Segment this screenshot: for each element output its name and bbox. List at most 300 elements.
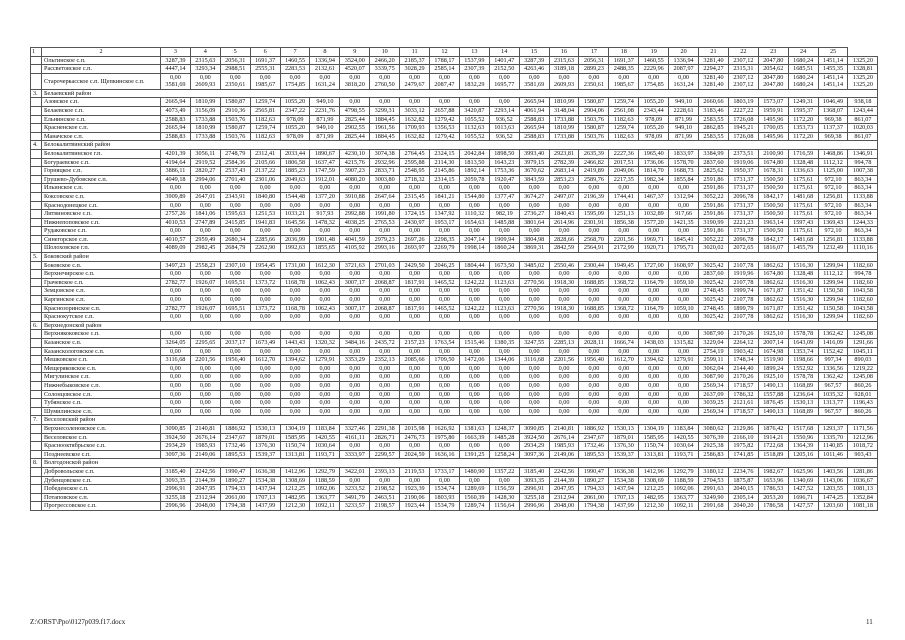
value-cell: 1468,86 <box>818 149 848 158</box>
value-cell: 2054,62 <box>758 65 788 74</box>
section-number: 7. <box>31 416 42 425</box>
value-cell: 1500,50 <box>758 210 788 219</box>
value-cell: 3025,42 <box>699 278 729 287</box>
value-cell: 0,00 <box>489 201 519 210</box>
value-cell: 0,00 <box>220 184 250 193</box>
value-cell: 2754,19 <box>699 347 729 356</box>
value-cell: 1788,17 <box>430 56 460 65</box>
value-cell: 1391,25 <box>459 450 489 459</box>
value-cell: 2748,45 <box>699 304 729 313</box>
settlement-name: Белаевское с.п. <box>42 106 161 115</box>
value-cell: 0,00 <box>549 364 579 373</box>
value-cell: 0,00 <box>310 347 340 356</box>
value-cell: 0,00 <box>340 364 370 373</box>
value-cell: 0,00 <box>459 390 489 399</box>
value-cell: 0,00 <box>609 347 639 356</box>
value-cell: 1427,52 <box>788 485 818 494</box>
value-cell: 3420,87 <box>459 106 489 115</box>
value-cell: 0,00 <box>370 287 400 296</box>
value-cell: 0,00 <box>639 270 669 279</box>
value-cell: 2704,53 <box>699 476 729 485</box>
value-cell: 2497,07 <box>549 192 579 201</box>
row-index-cell <box>31 132 42 141</box>
value-cell: 1794,38 <box>579 502 609 511</box>
value-cell: 3185,40 <box>161 467 191 476</box>
value-cell: 3804,98 <box>519 235 549 244</box>
value-cell: 0,00 <box>549 399 579 408</box>
settlement-name: Литвиновское с.п. <box>42 210 161 219</box>
value-cell: 1292,79 <box>669 467 699 476</box>
value-cell: 0,00 <box>161 313 191 322</box>
settlement-row <box>31 278 878 287</box>
settlement-row <box>31 339 878 348</box>
value-cell: 2107,78 <box>728 296 758 305</box>
value-cell: 0,00 <box>669 364 699 373</box>
value-cell: 2040,20 <box>728 502 758 511</box>
value-cell: 3287,39 <box>519 56 549 65</box>
value-cell: 2373,51 <box>728 149 758 158</box>
value-cell: 3039,25 <box>699 399 729 408</box>
value-cell: 1289,69 <box>459 485 489 494</box>
value-cell: 0,00 <box>639 227 669 236</box>
value-cell: 1876,42 <box>758 424 788 433</box>
value-cell: 0,00 <box>459 98 489 107</box>
value-cell: 1401,47 <box>489 56 519 65</box>
value-cell: 1451,14 1451,14 <box>818 73 848 89</box>
settlement-name: Каргинское с.п. <box>42 296 161 305</box>
value-cell: 0,00 <box>190 373 220 382</box>
value-cell: 1732,46 <box>220 442 250 451</box>
value-cell: 0,00 <box>430 184 460 193</box>
value-cell: 972,10 <box>818 210 848 219</box>
value-cell: 1289,74 <box>459 502 489 511</box>
value-cell: 0,00 <box>579 373 609 382</box>
value-cell: 1516,30 <box>788 313 818 322</box>
value-cell: 2825,44 <box>340 115 370 124</box>
value-cell: 1731,37 <box>728 175 758 184</box>
value-cell: 1990,47 <box>579 467 609 476</box>
value-cell: 2748,45 <box>699 287 729 296</box>
value-cell: 972,10 <box>818 175 848 184</box>
value-cell: 3087,90 <box>699 373 729 382</box>
value-cell: 0,00 <box>639 399 669 408</box>
value-cell: 2315,31 <box>728 65 758 74</box>
value-cell: 1926,07 <box>190 278 220 287</box>
value-cell: 1663,39 <box>459 433 489 442</box>
value-cell: 0,00 <box>250 373 280 382</box>
value-cell: 0,00 <box>340 313 370 322</box>
value-cell: 3020,02 <box>699 244 729 253</box>
value-cell: 2221,23 <box>728 218 758 227</box>
value-cell: 0,00 1754,85 <box>280 73 310 89</box>
value-cell: 3148,04 <box>549 106 579 115</box>
value-cell: 1112,12 <box>818 158 848 167</box>
value-cell: 1643,09 <box>788 339 818 348</box>
value-cell: 2301,91 <box>579 218 609 227</box>
value-cell: 0,00 <box>220 399 250 408</box>
value-cell: 0,00 <box>459 399 489 408</box>
row-index-cell <box>31 450 42 459</box>
value-cell: 1503,76 <box>579 132 609 141</box>
settlement-name: Горняцкое с.п. <box>42 167 161 176</box>
row-index-cell <box>31 158 42 167</box>
value-cell: 1534,79 <box>430 502 460 511</box>
value-cell: 0,00 <box>310 227 340 236</box>
value-cell: 4215,76 <box>340 158 370 167</box>
column-number-row <box>31 48 878 57</box>
value-cell: 2047,14 <box>459 235 489 244</box>
value-cell: 0,00 <box>459 373 489 382</box>
value-cell: 1243,44 <box>848 106 878 115</box>
value-cell: 1999,74 <box>728 287 758 296</box>
value-cell: 3993,40 <box>519 149 549 158</box>
value-cell: 0,00 <box>220 347 250 356</box>
value-cell: 3093,35 <box>161 476 191 485</box>
value-cell: 2683,14 <box>549 167 579 176</box>
settlement-name: Ельнинское с.п. <box>42 115 161 124</box>
row-index-cell <box>31 485 42 494</box>
value-cell: 0,00 <box>489 287 519 296</box>
column-number-cell: 9 <box>340 48 370 57</box>
value-cell: 3190,99 <box>699 218 729 227</box>
value-cell: 2343,44 <box>639 106 669 115</box>
value-cell: 3384,99 <box>699 149 729 158</box>
value-cell: 3247,55 <box>519 339 549 348</box>
value-cell: 2048,00 <box>549 502 579 511</box>
value-cell: 0,00 <box>430 270 460 279</box>
value-cell: 1912,01 <box>310 175 340 184</box>
value-cell: 0,00 <box>340 373 370 382</box>
value-cell: 1172,20 <box>788 132 818 141</box>
value-cell: 1156,64 <box>489 502 519 511</box>
value-cell: 0,00 <box>190 313 220 322</box>
value-cell: 2107,78 <box>728 278 758 287</box>
value-cell: 1467,37 <box>639 192 669 201</box>
value-cell: 0,00 <box>370 364 400 373</box>
value-cell: 0,00 <box>639 347 669 356</box>
value-cell: 2991,68 <box>699 502 729 511</box>
value-cell: 1612,70 <box>250 356 280 365</box>
value-cell: 0,00 <box>400 381 430 390</box>
value-cell: 1412,96 <box>280 467 310 476</box>
value-cell: 1534,74 <box>430 485 460 494</box>
value-cell: 1674,80 <box>758 270 788 279</box>
value-cell: 3264,05 <box>161 339 191 348</box>
value-cell: 2114,30 <box>430 158 460 167</box>
row-index-cell <box>31 304 42 313</box>
value-cell: 2347,67 <box>220 433 250 442</box>
settlement-name: Мешковское с.п. <box>42 356 161 365</box>
value-cell: 0,00 <box>579 287 609 296</box>
settlement-name: Солонцовское с.п. <box>42 390 161 399</box>
value-cell: 1143,06 <box>818 476 848 485</box>
value-cell: 2429,50 <box>400 261 430 270</box>
value-cell: 1168,89 <box>788 407 818 416</box>
value-cell: 1013,63 <box>489 124 519 133</box>
value-cell: 3087,90 <box>699 330 729 339</box>
settlement-name: Верхнесоленовское с.п. <box>42 424 161 433</box>
value-cell: 1530,13 <box>788 399 818 408</box>
value-cell: 2085,66 <box>400 356 430 365</box>
value-cell: 3025,42 <box>699 313 729 322</box>
value-cell: 1474,25 <box>818 493 848 502</box>
row-index-cell <box>31 175 42 184</box>
value-cell: 2550,46 <box>549 261 579 270</box>
value-cell: 0,00 <box>400 407 430 416</box>
value-cell: 2837,60 <box>699 270 729 279</box>
value-cell: 0,00 <box>489 364 519 373</box>
value-cell: 0,00 <box>370 296 400 305</box>
value-cell: 2198,52 <box>370 485 400 494</box>
value-cell: 0,00 <box>280 270 310 279</box>
value-cell: 2228,61 <box>669 106 699 115</box>
value-cell: 1585,95 <box>639 433 669 442</box>
value-cell: 1481,68 <box>788 235 818 244</box>
column-number-cell: 5 <box>220 48 250 57</box>
value-cell: 4447,14 <box>161 65 191 74</box>
settlement-name: Земцовское с.п. <box>42 287 161 296</box>
value-cell: 2149,06 <box>190 450 220 459</box>
value-cell: 1885,23 <box>280 167 310 176</box>
column-number-cell: 17 <box>579 48 609 57</box>
row-index-cell <box>31 356 42 365</box>
value-cell: 1368,72 <box>609 278 639 287</box>
row-index-cell <box>31 167 42 176</box>
value-cell: 0,00 <box>220 381 250 390</box>
value-cell: 1132,63 <box>459 124 489 133</box>
value-cell: 0,00 <box>549 347 579 356</box>
value-cell: 1530,13 <box>609 424 639 433</box>
value-cell: 3007,17 <box>340 304 370 313</box>
value-cell: 2285,13 <box>549 339 579 348</box>
value-cell: 1232,49 <box>818 244 848 253</box>
value-cell: 1055,52 <box>459 132 489 141</box>
settlement-row <box>31 364 878 373</box>
value-cell: 1961,56 <box>370 124 400 133</box>
value-cell: 1251,53 <box>250 210 280 219</box>
value-cell: 3093,35 <box>519 476 549 485</box>
value-cell: 4520,07 <box>340 65 370 74</box>
value-cell: 2037,17 <box>220 339 250 348</box>
value-cell: 1055,20 <box>280 98 310 107</box>
value-cell: 2242,56 <box>549 467 579 476</box>
value-cell: 0,00 <box>340 287 370 296</box>
value-cell: 0,00 <box>609 184 639 193</box>
value-cell: 1472,06 <box>459 356 489 365</box>
value-cell: 1733,88 <box>190 115 220 124</box>
value-cell: 1696,71 <box>788 493 818 502</box>
value-cell: 0,00 <box>161 184 191 193</box>
value-cell: 2269,79 <box>430 244 460 253</box>
row-index-cell <box>31 244 42 253</box>
value-cell: 1963,14 <box>758 218 788 227</box>
value-cell: 3156,09 <box>190 106 220 115</box>
value-cell: 2068,87 <box>370 304 400 313</box>
page-number: 11 <box>866 618 873 626</box>
value-cell: 2105,66 <box>250 158 280 167</box>
value-cell: 0,00 <box>430 399 460 408</box>
column-number-cell: 12 <box>430 48 460 57</box>
settlement-row <box>31 65 878 74</box>
settlement-name: Мигулинское с.п. <box>42 373 161 382</box>
settlement-row <box>31 442 878 451</box>
value-cell: 0,00 <box>161 201 191 210</box>
value-cell: 1953,17 <box>430 218 460 227</box>
value-cell: 3327,46 <box>340 424 370 433</box>
value-cell: 949,10 <box>669 98 699 107</box>
value-cell: 1794,33 <box>220 485 250 494</box>
settlement-row <box>31 98 878 107</box>
value-cell: 0,00 <box>609 227 639 236</box>
value-cell: 0,00 <box>250 399 280 408</box>
value-cell: 1500,50 <box>758 201 788 210</box>
district-section-row <box>31 89 878 98</box>
value-cell: 0,00 <box>340 184 370 193</box>
value-cell: 1733,88 <box>190 132 220 141</box>
value-cell: 1537,99 <box>459 56 489 65</box>
value-cell: 1368,72 <box>609 304 639 313</box>
value-cell: 2837,60 <box>699 158 729 167</box>
value-cell: 0,00 <box>400 330 430 339</box>
value-cell: 1748,34 <box>728 356 758 365</box>
value-cell: 1244,33 <box>848 218 878 227</box>
value-cell: 0,00 <box>400 476 430 485</box>
value-cell: 2595,88 <box>400 158 430 167</box>
settlement-name: Шумилинское с.п. <box>42 407 161 416</box>
value-cell: 0,00 <box>519 296 549 305</box>
value-cell: 0,00 <box>430 296 460 305</box>
row-index-cell <box>31 373 42 382</box>
value-cell: 1437,94 <box>609 485 639 494</box>
value-cell: 1733,88 <box>549 132 579 141</box>
value-cell: 3003,80 <box>370 175 400 184</box>
row-index-cell <box>31 502 42 511</box>
value-cell: 0,00 <box>579 313 609 322</box>
value-cell: 2242,56 <box>190 467 220 476</box>
value-cell: 0,00 <box>489 476 519 485</box>
value-cell: 3524,00 <box>340 56 370 65</box>
value-cell: 0,00 <box>250 330 280 339</box>
value-cell: 2107,78 <box>728 261 758 270</box>
value-cell: 1336,94 <box>669 56 699 65</box>
value-cell: 1182,63 <box>609 115 639 124</box>
value-cell: 2583,55 <box>699 132 729 141</box>
value-cell: 0,00 <box>459 442 489 451</box>
value-cell: 1428,30 <box>489 493 519 502</box>
settlement-row <box>31 124 878 133</box>
value-cell: 0,00 <box>549 201 579 210</box>
value-cell: 2660,66 <box>699 98 729 107</box>
value-cell: 0,00 <box>161 296 191 305</box>
value-cell: 2979,23 <box>370 235 400 244</box>
value-cell: 0,00 <box>190 227 220 236</box>
value-cell: 1899,24 <box>758 364 788 373</box>
value-cell: 972,10 <box>818 201 848 210</box>
value-cell: 871,99 <box>310 115 340 124</box>
value-cell: 2635,39 <box>579 149 609 158</box>
district-name: Белаевский район <box>42 89 878 98</box>
value-cell: 0,00 <box>400 184 430 193</box>
value-cell: 0,00 <box>669 270 699 279</box>
value-cell: 1193,71 <box>669 450 699 459</box>
value-cell: 1560,39 <box>459 493 489 502</box>
section-number: 4. <box>31 141 42 150</box>
value-cell: 1923,39 <box>400 485 430 494</box>
value-cell: 0,00 <box>220 287 250 296</box>
value-cell: 1175,61 <box>788 184 818 193</box>
value-cell: 1643,23 <box>489 158 519 167</box>
value-cell: 4263,46 <box>519 65 549 74</box>
value-cell: 1534,38 <box>609 476 639 485</box>
value-cell: 3185,40 <box>519 467 549 476</box>
value-cell: 2923,81 <box>549 149 579 158</box>
value-cell: 1810,99 <box>549 98 579 107</box>
value-cell: 1680,24 1680,24 <box>788 73 818 89</box>
value-cell: 2201,56 <box>609 235 639 244</box>
settlement-row <box>31 347 878 356</box>
value-cell: 0,00 <box>280 373 310 382</box>
value-cell: 1636,16 <box>430 450 460 459</box>
settlement-name: Азовское с.п. <box>42 98 161 107</box>
value-cell: 1840,43 <box>549 210 579 219</box>
value-cell: 2701,03 <box>370 261 400 270</box>
value-cell: 1842,17 <box>758 192 788 201</box>
value-cell: 0,00 <box>340 381 370 390</box>
value-cell: 1495,96 <box>758 132 788 141</box>
value-cell: 1437,99 <box>250 502 280 511</box>
value-cell: 0,00 <box>310 407 340 416</box>
value-cell: 1465,52 <box>430 304 460 313</box>
value-cell: 1918,30 <box>549 278 579 287</box>
value-cell: 1156,59 <box>489 485 519 494</box>
settlement-row <box>31 158 878 167</box>
value-cell: 3062,04 <box>699 364 729 373</box>
value-cell: 0,00 <box>519 201 549 210</box>
value-cell: 4041,59 <box>340 235 370 244</box>
value-cell: 4161,11 <box>340 433 370 442</box>
settlement-name: Ильинское с.п. <box>42 184 161 193</box>
settlement-name: Нижнебыковское с.п. <box>42 381 161 390</box>
value-cell: 2312,94 <box>549 493 579 502</box>
value-cell: 1381,63 <box>459 424 489 433</box>
value-cell: 1344,06 <box>489 356 519 365</box>
value-cell: 0,00 2350,61 <box>579 73 609 89</box>
value-cell: 1595,63 <box>220 210 250 219</box>
value-cell: 0,00 3818,20 <box>340 73 370 89</box>
column-number-cell: 14 <box>489 48 519 57</box>
value-cell: 2910,36 <box>220 106 250 115</box>
value-cell: 928,01 <box>848 390 878 399</box>
value-cell: 2059,78 <box>459 175 489 184</box>
value-cell: 0,00 <box>519 347 549 356</box>
value-cell: 2061,00 <box>220 493 250 502</box>
value-cell: 0,00 <box>669 399 699 408</box>
row-index-cell <box>31 124 42 133</box>
value-cell: 1691,37 <box>609 56 639 65</box>
value-cell: 1920,71 <box>639 244 669 253</box>
value-cell: 863,34 <box>848 227 878 236</box>
value-cell: 3052,22 <box>699 235 729 244</box>
value-cell: 0,00 <box>161 390 191 399</box>
value-cell: 4073,49 <box>161 106 191 115</box>
value-cell: 0,00 <box>639 390 669 399</box>
district-section-row <box>31 253 878 262</box>
value-cell: 0,00 <box>489 98 519 107</box>
row-index-cell <box>31 270 42 279</box>
value-cell: 1580,87 <box>220 98 250 107</box>
value-cell: 1328,81 <box>848 65 878 74</box>
settlement-name: Веселовское с.п. <box>42 433 161 442</box>
